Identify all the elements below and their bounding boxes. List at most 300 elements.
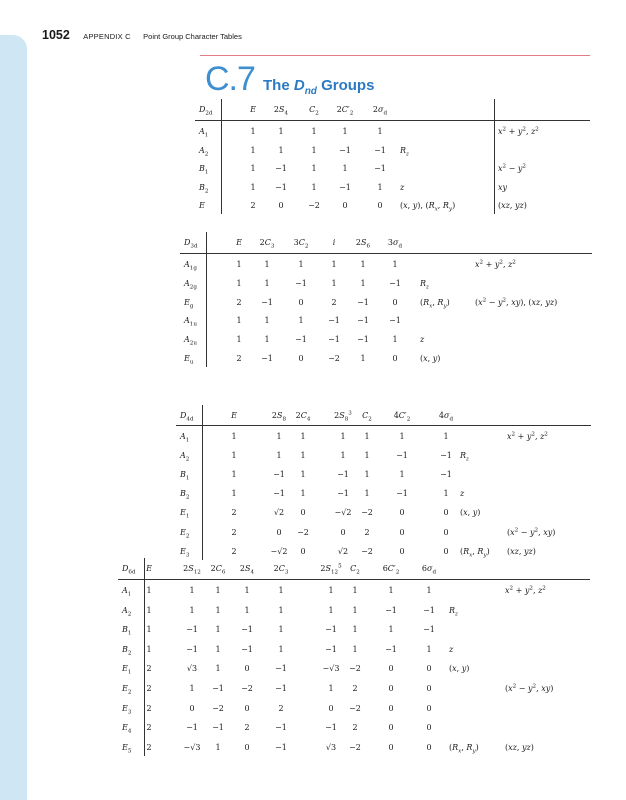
character-value: 2 [352, 723, 358, 733]
table-row [118, 623, 590, 637]
irrep-label: $A_{1u}$ [184, 316, 197, 328]
character-value: −1 [275, 684, 287, 693]
character-value: 1 [364, 470, 370, 480]
table-row [176, 545, 591, 559]
linear-functions: (x, y) [420, 354, 441, 363]
table-row [118, 682, 590, 696]
character-value: 1 [276, 432, 282, 441]
character-value: 1 [250, 127, 256, 136]
character-value: 1 [399, 432, 405, 441]
point-group-label: $D_{3d}$ [184, 238, 198, 250]
linear-functions: (x, y), ($R_x$, $R_y$) [400, 201, 456, 213]
character-value: 1 [278, 605, 284, 615]
table-row [180, 352, 592, 366]
character-value: −1 [385, 644, 397, 654]
linear-functions: (x, y) [449, 664, 470, 674]
character-value: 1 [426, 644, 432, 654]
character-value: 1 [352, 625, 358, 635]
character-value: 0 [244, 742, 250, 752]
character-value: −1 [374, 164, 386, 174]
character-value: 2 [146, 703, 152, 713]
character-value: 1 [340, 451, 346, 461]
irrep-label: $E_3$ [122, 703, 132, 716]
character-value: 1 [342, 164, 348, 174]
character-value: −1 [275, 742, 287, 752]
character-value: 0 [388, 723, 394, 733]
irrep-label: $B_1$ [122, 625, 132, 637]
character-value: 1 [311, 182, 317, 192]
linear-functions: $R_z$ [460, 451, 469, 463]
character-value: 0 [377, 201, 383, 211]
character-value: 1 [328, 586, 334, 595]
character-value: −2 [361, 546, 373, 556]
character-value: −1 [261, 354, 273, 363]
class-header: $2S_{12}^5$ [320, 563, 342, 576]
character-value: −1 [328, 335, 340, 345]
character-value: −2 [361, 508, 373, 518]
character-value: 1 [264, 335, 270, 345]
character-value: 1 [236, 316, 242, 326]
linear-functions: ($R_x$, $R_y$) [449, 742, 479, 755]
class-header: E [146, 564, 152, 573]
character-value: −1 [357, 316, 369, 326]
character-value: 1 [388, 625, 394, 635]
character-value: 1 [215, 644, 221, 654]
character-value: 2 [331, 297, 337, 307]
character-value: 1 [146, 625, 152, 635]
irrep-label: E [199, 201, 205, 211]
character-value: 1 [300, 432, 306, 441]
class-header: $4\sigma_d$ [438, 411, 454, 423]
character-value: 1 [215, 664, 221, 674]
irrep-label: $A_{1g}$ [184, 260, 197, 272]
linear-functions: ($R_x$, $R_y$) [420, 297, 450, 310]
table-row [176, 449, 591, 463]
character-value: 0 [328, 703, 334, 713]
character-value: 2 [236, 354, 242, 363]
irrep-label: $A_2$ [180, 451, 190, 463]
irrep-label: $B_1$ [199, 164, 209, 176]
table-header-row [176, 409, 591, 423]
character-value: −1 [440, 451, 452, 461]
character-value: 1 [231, 470, 237, 480]
linear-functions: (x, y) [460, 508, 481, 518]
table-row [180, 333, 592, 347]
character-value: −1 [339, 182, 351, 192]
section-rule [200, 55, 590, 56]
character-value: 1 [244, 586, 250, 595]
linear-functions: z [420, 335, 425, 345]
character-value: −1 [396, 451, 408, 461]
point-group-label: $D_{6d}$ [122, 564, 136, 576]
character-value: 0 [443, 546, 449, 556]
linear-functions: z [449, 644, 454, 654]
table-row [195, 181, 590, 195]
character-value: 1 [352, 644, 358, 654]
character-value: 0 [300, 546, 306, 556]
quadratic-functions: xy [498, 182, 508, 192]
character-value: −√2 [270, 546, 288, 556]
character-value: 1 [264, 278, 270, 288]
table-row [180, 314, 592, 328]
character-value: √3 [186, 664, 198, 674]
section-title-suffix: Groups [316, 77, 375, 94]
character-value: 2 [231, 527, 237, 537]
character-value: √2 [273, 508, 285, 518]
class-header: $3\sigma_d$ [387, 238, 403, 250]
character-value: 0 [399, 546, 405, 556]
table-row [118, 584, 590, 598]
character-value: 1 [146, 605, 152, 615]
character-value: 1 [231, 432, 237, 441]
character-value: 0 [300, 508, 306, 518]
class-header: $2C'_2$ [336, 105, 354, 117]
character-value: 1 [244, 605, 250, 615]
character-value: 0 [298, 354, 304, 363]
character-value: 1 [189, 684, 195, 693]
character-value: 0 [388, 684, 394, 693]
class-header: $3C_2$ [293, 238, 309, 250]
character-value: 2 [146, 664, 152, 674]
character-value: 0 [392, 354, 398, 363]
quadratic-functions: (xz, yz) [498, 201, 527, 211]
character-value: 1 [311, 127, 317, 136]
character-value: 1 [360, 260, 366, 269]
class-header: $6C'_2$ [382, 564, 400, 576]
quadratic-functions: (xz, yz) [505, 742, 534, 752]
table-row [176, 487, 591, 501]
appendix-label: APPENDIX C [83, 32, 131, 41]
character-value: 1 [364, 432, 370, 441]
character-value: −1 [339, 145, 351, 155]
character-value: −1 [241, 644, 253, 654]
character-value: −2 [212, 703, 224, 713]
quadratic-functions: $x^2 + y^2$, $z^2$ [507, 431, 548, 441]
character-value: −1 [357, 297, 369, 307]
class-header: i [332, 238, 336, 247]
character-value: −1 [295, 335, 307, 345]
character-value: 1 [236, 260, 242, 269]
page-number: 1052 [42, 28, 70, 42]
character-value: −1 [186, 644, 198, 654]
character-value: −1 [337, 470, 349, 480]
irrep-label: $B_2$ [180, 489, 190, 501]
character-value: 1 [300, 470, 306, 480]
class-header: $C_2$ [309, 105, 319, 117]
irrep-label: $A_1$ [199, 127, 209, 139]
character-value: 0 [426, 723, 432, 733]
character-value: 1 [278, 644, 284, 654]
character-value: 0 [244, 664, 250, 674]
character-value: 1 [264, 316, 270, 326]
character-value: 1 [328, 684, 334, 693]
irrep-label: $E_1$ [180, 508, 190, 520]
linear-functions: $R_z$ [420, 278, 429, 291]
character-value: 1 [215, 625, 221, 635]
character-value: 1 [311, 145, 317, 155]
quadratic-functions: ($x^2 - y^2$, xy), (xz, yz) [475, 296, 558, 307]
character-value: 0 [392, 297, 398, 307]
quadratic-functions: ($x^2 - y^2$, xy) [505, 683, 554, 693]
character-value: 0 [426, 742, 432, 752]
character-value: 2 [278, 703, 284, 713]
character-value: 2 [364, 527, 370, 537]
character-value: 1 [278, 586, 284, 595]
table-row [176, 506, 591, 520]
character-value: 1 [278, 127, 284, 136]
character-value: −1 [212, 684, 224, 693]
character-table-d6d [118, 562, 590, 760]
character-value: 1 [189, 586, 195, 595]
class-header: $2C_3$ [259, 238, 275, 250]
irrep-label: $E_2$ [180, 527, 190, 540]
character-value: 0 [388, 742, 394, 752]
character-value: −1 [440, 470, 452, 480]
character-value: 0 [244, 703, 250, 713]
irrep-label: $A_1$ [122, 586, 132, 598]
character-value: 1 [364, 489, 370, 499]
table-row [180, 258, 592, 272]
character-value: 0 [443, 508, 449, 518]
character-value: 1 [231, 489, 237, 499]
class-header: E [250, 105, 256, 114]
character-value: 0 [388, 703, 394, 713]
header-rule [195, 120, 590, 121]
character-value: −2 [349, 742, 361, 752]
class-header: $2S_8^3$ [334, 410, 352, 423]
table-row [118, 643, 590, 657]
character-value: 1 [399, 470, 405, 480]
character-table-d2d [195, 103, 590, 218]
linear-functions: ($R_x$, $R_y$) [460, 546, 490, 559]
character-value: 1 [264, 260, 270, 269]
class-header: $2C_3$ [273, 564, 289, 576]
class-header: $2C_4$ [295, 411, 311, 423]
character-value: −1 [374, 145, 386, 155]
linear-functions: $R_z$ [449, 605, 458, 618]
section-number: C.7 [205, 60, 255, 98]
character-value: −1 [261, 297, 273, 307]
character-value: −1 [385, 605, 397, 615]
class-header: $2\sigma_d$ [372, 105, 388, 117]
irrep-label: $B_2$ [122, 644, 132, 657]
character-value: 2 [146, 684, 152, 693]
character-value: −√3 [183, 742, 201, 752]
character-value: −√3 [322, 664, 340, 674]
quadratic-functions: (xz, yz) [507, 546, 536, 556]
character-value: 1 [298, 260, 304, 269]
irrep-label: $E_3$ [180, 546, 190, 559]
class-header: $C_2$ [350, 564, 360, 576]
character-value: 0 [340, 527, 346, 537]
class-header: $6\sigma_d$ [421, 564, 437, 576]
character-value: 1 [236, 335, 242, 345]
character-value: 1 [231, 451, 237, 461]
irrep-label: $E_u$ [184, 354, 194, 366]
character-value: 1 [146, 586, 152, 595]
character-value: 1 [392, 335, 398, 345]
character-value: −1 [273, 470, 285, 480]
class-header: $4C'_2$ [393, 411, 411, 423]
character-value: 0 [342, 201, 348, 211]
character-value: 1 [300, 489, 306, 499]
irrep-label: $A_2$ [122, 605, 132, 618]
character-value: 1 [331, 260, 337, 269]
character-value: −2 [297, 527, 309, 537]
table-header-row [180, 236, 592, 250]
table-row [118, 721, 590, 735]
character-value: 1 [392, 260, 398, 269]
character-value: 1 [236, 278, 242, 288]
table-row [176, 468, 591, 482]
class-header: $2S_{12}$ [183, 564, 201, 576]
irrep-label: $B_1$ [180, 470, 190, 482]
irrep-label: $E_1$ [122, 664, 132, 676]
character-value: 0 [399, 527, 405, 537]
character-value: −2 [349, 703, 361, 713]
character-value: 1 [331, 278, 337, 288]
character-value: −1 [275, 164, 287, 174]
character-value: 0 [443, 527, 449, 537]
character-value: √3 [325, 742, 337, 752]
character-value: 1 [388, 586, 394, 595]
class-header: $2S_6$ [355, 238, 371, 250]
character-value: 1 [443, 432, 449, 441]
character-value: 0 [276, 527, 282, 537]
character-value: 1 [426, 586, 432, 595]
character-value: −1 [389, 316, 401, 326]
class-header: $2S_8$ [271, 411, 287, 423]
character-value: 2 [231, 546, 237, 556]
quadratic-functions: $x^2 + y^2$, $z^2$ [475, 259, 516, 269]
section-heading [205, 60, 374, 99]
table-row [195, 162, 590, 176]
header-rule [176, 425, 591, 426]
character-value: 1 [250, 164, 256, 174]
character-value: 0 [426, 703, 432, 713]
character-value: −2 [328, 354, 340, 363]
character-value: 1 [340, 432, 346, 441]
character-value: −1 [186, 625, 198, 635]
irrep-label: $A_{2g}$ [184, 278, 197, 291]
table-row [195, 199, 590, 213]
linear-functions: $R_z$ [400, 145, 409, 158]
table-header-row [118, 562, 590, 576]
quadratic-functions: $x^2 + y^2$, $z^2$ [498, 126, 539, 136]
irrep-label: $B_2$ [199, 182, 209, 195]
table-header-row [195, 103, 590, 117]
character-value: 2 [244, 723, 250, 733]
character-value: −1 [275, 182, 287, 192]
character-value: 2 [146, 723, 152, 733]
character-value: 0 [399, 508, 405, 518]
character-value: −1 [423, 625, 435, 635]
table-row [176, 526, 591, 540]
character-value: −1 [325, 625, 337, 635]
character-value: 1 [215, 605, 221, 615]
character-value: −1 [337, 489, 349, 499]
quadratic-functions: ($x^2 - y^2$, xy) [507, 526, 556, 537]
character-value: 1 [352, 605, 358, 615]
character-value: −1 [212, 723, 224, 733]
character-value: 1 [278, 145, 284, 155]
character-value: 0 [426, 664, 432, 674]
table-row [118, 662, 590, 676]
character-value: 1 [215, 586, 221, 595]
table-row [180, 277, 592, 291]
character-value: −1 [275, 664, 287, 674]
point-group-label: $D_{4d}$ [180, 411, 194, 423]
character-value: 1 [298, 316, 304, 326]
section-title-subscript: nd [304, 86, 317, 97]
character-value: −1 [241, 625, 253, 635]
table-row [180, 296, 592, 310]
character-value: −2 [308, 201, 320, 211]
table-row [195, 125, 590, 139]
character-value: −1 [186, 723, 198, 733]
character-value: −2 [349, 664, 361, 674]
character-value: 1 [300, 451, 306, 461]
character-value: −1 [295, 278, 307, 288]
chapter-title: Point Group Character Tables [143, 32, 242, 41]
irrep-label: $E_2$ [122, 684, 132, 696]
section-title-prefix: The [263, 77, 294, 94]
character-table-d3d [180, 236, 592, 371]
character-value: 2 [231, 508, 237, 518]
header-rule [180, 253, 592, 254]
character-value: 1 [215, 742, 221, 752]
character-value: 1 [328, 605, 334, 615]
quadratic-functions: $x^2 + y^2$, $z^2$ [505, 585, 546, 595]
character-value: −√2 [334, 508, 352, 518]
class-header: E [236, 238, 242, 247]
character-value: 1 [311, 164, 317, 174]
table-row [195, 144, 590, 158]
character-table-d4d [176, 409, 591, 564]
class-header: $2S_4$ [239, 564, 255, 576]
quadratic-functions: $x^2 - y^2$ [498, 163, 526, 174]
table-row [118, 741, 590, 755]
class-header: $C_2$ [362, 411, 372, 423]
character-value: −2 [241, 684, 253, 693]
character-value: 2 [352, 684, 358, 693]
section-title [263, 77, 375, 97]
class-header: $2C_6$ [210, 564, 226, 576]
character-value: 2 [146, 742, 152, 752]
character-value: 1 [276, 451, 282, 461]
table-row [118, 604, 590, 618]
irrep-label: $E_5$ [122, 742, 132, 755]
character-value: −1 [423, 605, 435, 615]
sidebar-tab [0, 35, 27, 800]
character-value: −1 [325, 644, 337, 654]
character-value: 1 [443, 489, 449, 499]
character-value: 1 [146, 644, 152, 654]
character-value: 0 [388, 664, 394, 674]
linear-functions: z [400, 182, 405, 192]
character-value: −1 [273, 489, 285, 499]
character-value: −1 [275, 723, 287, 733]
point-group-label: $D_{2d}$ [199, 105, 213, 117]
character-value: 0 [278, 201, 284, 211]
character-value: −1 [325, 723, 337, 733]
character-value: −1 [396, 489, 408, 499]
irrep-label: $A_{2u}$ [184, 335, 197, 347]
irrep-label: $E_g$ [184, 297, 194, 310]
header-rule [118, 579, 590, 580]
character-value: 1 [250, 182, 256, 192]
character-value: 1 [364, 451, 370, 461]
